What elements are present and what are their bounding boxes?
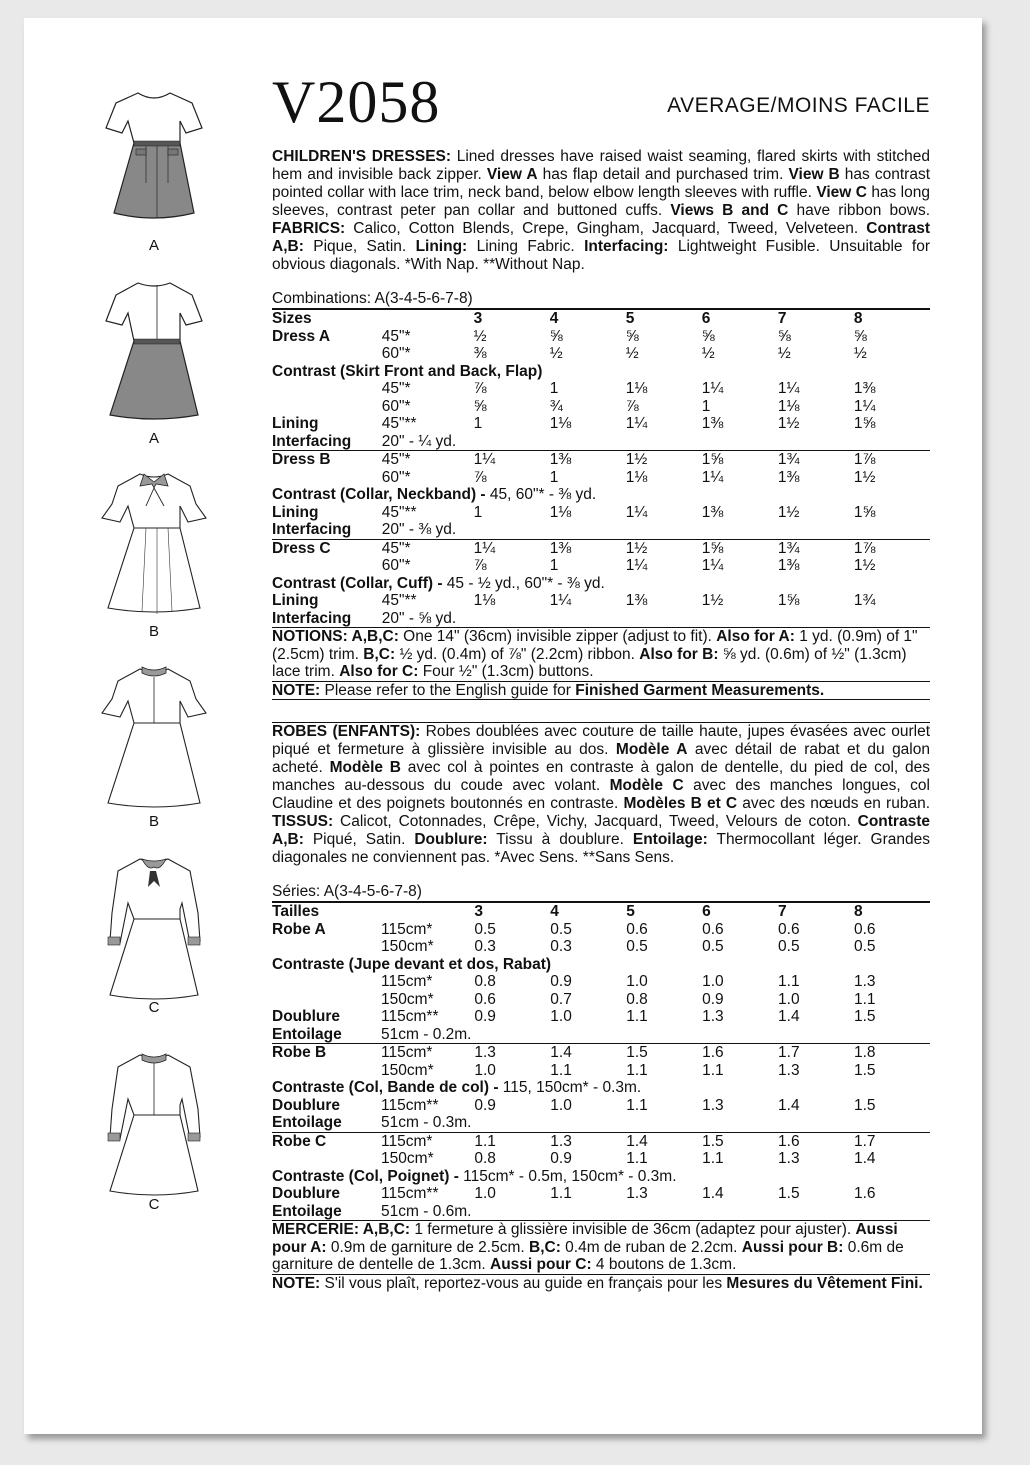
table-row: Entoilage 51cm - 0.2m. — [272, 1025, 472, 1043]
table-row: Contraste (Col, Bande de col) - 115, 150cm* - 0.3m. — [272, 1079, 642, 1096]
bold-term: Views B and C — [670, 202, 789, 219]
bold-term: Finished Garment Measurements. — [575, 681, 825, 699]
table-header: Sizes 3 4 5 6 7 8 — [272, 310, 863, 327]
table-row: 60"* ⅞ 1 1¼ 1¼ 1⅜ 1½ — [381, 557, 876, 574]
bold-term: View A — [486, 166, 538, 183]
table-row: 115cm* 0.8 0.9 1.0 1.0 1.1 1.3 — [381, 973, 876, 990]
bold-term: ROBES (ENFANTS): — [272, 723, 421, 740]
view-label: B — [148, 813, 159, 830]
bold-term: Aussi pour A: — [272, 1221, 898, 1256]
english-combinations — [272, 290, 930, 308]
table-row: Contraste (Col, Poignet) - 115cm* - 0.5m, 150cm* - 0.3m. — [272, 1167, 677, 1185]
table-row: Lining 45"** 1 1⅛ 1¼ 1⅜ 1½ 1⅝ — [272, 415, 876, 432]
table-row: 60"* ⅞ 1 1⅛ 1¼ 1⅜ 1½ — [381, 468, 876, 486]
bold-term: Modèle B — [329, 759, 401, 776]
english-notions: NOTIONS: A,B,C: One 14" (36cm) invisible zipper (adjust to fit). Also for A: 1 yd. (0.9m) of 1" (2.5cm) trim. B,C: ½ yd. (0.4m) of ⅞" (2.2cm) ribbon. Also for B: ⅝ yd. (0.6m) of ½" (1.3cm) lace trim. Also for C: Four ½" (1.3cm) buttons. — [272, 628, 918, 680]
bold-term: Modèles B et C — [623, 795, 738, 812]
view-label: C — [148, 999, 160, 1016]
table-row: 150cm* 1.0 1.1 1.1 1.1 1.3 1.5 — [381, 1061, 876, 1079]
bold-term: B,C: — [363, 645, 396, 663]
table-row: Dress B 45"* 1¼ 1⅜ 1½ 1⅝ 1¾ 1⅞ — [272, 451, 930, 469]
english-note: NOTE: Please refer to the English guide for Finished Garment Measurements. — [272, 681, 825, 699]
bold-term: Also for B: — [639, 645, 719, 663]
bold-term: Modèle C — [609, 777, 684, 794]
table-row: Lining 45"** 1⅛ 1¼ 1⅜ 1½ 1⅝ 1¾ — [272, 592, 876, 609]
table-row: 60"* ⅜ ½ ½ ½ ½ ½ — [381, 345, 867, 362]
table-row: Doublure 115cm** 0.9 1.0 1.1 1.3 1.4 1.5 — [272, 1096, 876, 1114]
bold-term: NOTE: — [272, 681, 321, 699]
french-yardage-table — [272, 903, 930, 1220]
french-note: NOTE: S'il vous plaît, reportez-vous au guide en français pour les Mesures du Vêtement Fini. — [272, 1274, 923, 1292]
french-combinations — [272, 883, 930, 901]
dress-c-front-sketch — [94, 853, 214, 1003]
bold-term: Also for A: — [716, 628, 795, 645]
bold-term: FABRICS: — [272, 220, 346, 237]
table-header: Tailles 3 4 5 6 7 8 — [272, 903, 863, 920]
bold-term: Aussi pour C: — [490, 1256, 592, 1273]
table-row: Entoilage 51cm - 0.3m. — [272, 1114, 472, 1131]
bold-term: Also for C: — [339, 663, 419, 680]
table-row: Interfacing 20" - ⅝ yd. — [272, 609, 457, 627]
french-description: ROBES (ENFANTS): Robes doublées avec couture de taille haute, jupes évasées avec ourlet piqué et fermeture à glissière invisible au dos. Modèle A avec détail de rabat et du galon acheté. Modèle B avec col à pointes en contraste à galon de dentelle, du pied de col, des manches au-dessous du coude avec volant. Modèle C avec des manches longues, col Claudine et des poignets boutonnés en contraste. Modèles B et C avec des nœuds en ruban. TISSUS: Calicot, Cotonnades, Crêpe, Vichy, Jacquard, Tweed, Velours de coton. Contraste A,B: Piqué, Satin. Doublure: Tissu à doublure. Entoilage: Thermocollant léger. Grandes diagonales ne conviennent pas. *Avec Sens. **Sans Sens. — [272, 723, 931, 866]
bold-term: MERCERIE: A,B,C: — [272, 1221, 411, 1238]
table-row: 150cm* 0.6 0.7 0.8 0.9 1.0 1.1 — [381, 990, 876, 1008]
combinations-value: A(3-4-5-6-7-8) — [323, 883, 422, 900]
combinations-label: Combinations: — [272, 290, 375, 307]
bold-term: Mesures du Vêtement Fini. — [726, 1274, 923, 1292]
view-label: C — [148, 1196, 160, 1213]
bold-term: Doublure: — [414, 831, 488, 848]
bold-term: Lining: — [415, 238, 468, 255]
combinations-label: Séries: — [272, 883, 324, 900]
table-row: 150cm* 0.8 0.9 1.1 1.1 1.3 1.4 — [381, 1150, 876, 1167]
dress-a-back-sketch — [94, 273, 214, 423]
dress-b-back-sketch — [94, 661, 214, 811]
view-label: B — [148, 623, 159, 640]
view-label: A — [148, 430, 159, 447]
table-row: Contrast (Skirt Front and Back, Flap) — [272, 362, 543, 380]
table-row: Doublure 115cm** 1.0 1.1 1.3 1.4 1.5 1.6 — [272, 1185, 876, 1202]
bold-term: Aussi pour B: — [741, 1238, 844, 1256]
pattern-number: V2058 — [272, 69, 441, 135]
table-row: Robe B 115cm* 1.3 1.4 1.5 1.6 1.7 1.8 — [272, 1044, 930, 1062]
bold-term: NOTIONS: A,B,C: — [272, 628, 399, 645]
table-row: Interfacing 20" - ¼ yd. — [272, 432, 457, 450]
table-row: 150cm* 0.3 0.3 0.5 0.5 0.5 0.5 — [381, 938, 876, 955]
table-row: Dress C 45"* 1¼ 1⅜ 1½ 1⅝ 1¾ 1⅞ — [272, 539, 930, 557]
table-row: Interfacing 20" - ⅜ yd. — [272, 521, 457, 538]
bold-term: Contraste A,B: — [272, 813, 930, 848]
table-row: Contraste (Jupe devant et dos, Rabat) — [272, 955, 552, 973]
pattern-info — [272, 148, 930, 1292]
pattern-envelope-back — [24, 18, 982, 1434]
difficulty-level: AVERAGE/MOINS FACILE — [667, 94, 930, 117]
table-row: Entoilage 51cm - 0.6m. — [272, 1202, 472, 1220]
table-row: Robe C 115cm* 1.1 1.3 1.4 1.5 1.6 1.7 — [272, 1132, 930, 1150]
table-row: 60"* ⅝ ¾ ⅞ 1 1⅛ 1¼ — [381, 397, 876, 415]
table-row: 45"* ⅞ 1 1⅛ 1¼ 1¼ 1⅜ — [381, 380, 876, 397]
english-description: CHILDREN'S DRESSES: Lined dresses have raised waist seaming, flared skirts with stitched hem and invisible back zipper. View A has flap detail and purchased trim. View B has contrast pointed collar with lace trim, neck band, below elbow length sleeves with ruffle. View C has long sleeves, contrast peter pan collar and buttoned cuffs. Views B and C have ribbon bows. FABRICS: Calico, Cotton Blends, Crepe, Gingham, Jacquard, Tweed, Velveteen. Contrast A,B: Pique, Satin. Lining: Lining Fabric. Interfacing: Lightweight Fusible. Unsuitable for obvious diagonals. *With Nap. **Without Nap. — [272, 148, 931, 273]
english-yardage-table — [272, 310, 930, 627]
bold-term: Interfacing: — [584, 238, 669, 255]
dress-c-back-sketch — [94, 1049, 214, 1199]
bold-term: TISSUS: — [272, 813, 334, 830]
table-row: Dress A 45"* ½ ⅝ ⅝ ⅝ ⅝ ⅝ — [272, 327, 867, 345]
table-row: Robe A 115cm* 0.5 0.5 0.6 0.6 0.6 0.6 — [272, 920, 876, 938]
bold-term: NOTE: — [272, 1274, 321, 1292]
table-row: Doublure 115cm** 0.9 1.0 1.1 1.3 1.4 1.5 — [272, 1008, 876, 1025]
table-row: Contrast (Collar, Cuff) - 45 - ½ yd., 60"* - ⅜ yd. — [272, 574, 605, 592]
bold-term: View C — [816, 184, 867, 201]
table-row: Lining 45"** 1 1⅛ 1¼ 1⅜ 1½ 1⅝ — [272, 503, 876, 521]
dress-a-front-sketch — [94, 73, 214, 223]
bold-term: CHILDREN'S DRESSES: — [272, 148, 452, 165]
view-label: A — [148, 237, 159, 254]
bold-term: B,C: — [529, 1238, 561, 1256]
table-row: Contrast (Collar, Neckband) - 45, 60"* - ⅜ yd. — [272, 486, 597, 503]
bold-term: Modèle A — [615, 741, 688, 758]
dress-b-front-sketch — [94, 466, 214, 616]
bold-term: Contrast A,B: — [272, 220, 930, 255]
bold-term: Entoilage: — [632, 831, 708, 848]
bold-term: View B — [788, 166, 840, 183]
french-notions: MERCERIE: A,B,C: 1 fermeture à glissière invisible de 36cm (adaptez pour ajuster). Aussi pour A: 0.9m de garniture de 2.5cm. B,C: 0.4m de ruban de 2.2cm. Aussi pour B: 0.6m de garniture de dentelle de 1.3cm. Aussi pour C: 4 boutons de 1.3cm. — [272, 1221, 904, 1273]
combinations-value: A(3-4-5-6-7-8) — [374, 290, 473, 307]
